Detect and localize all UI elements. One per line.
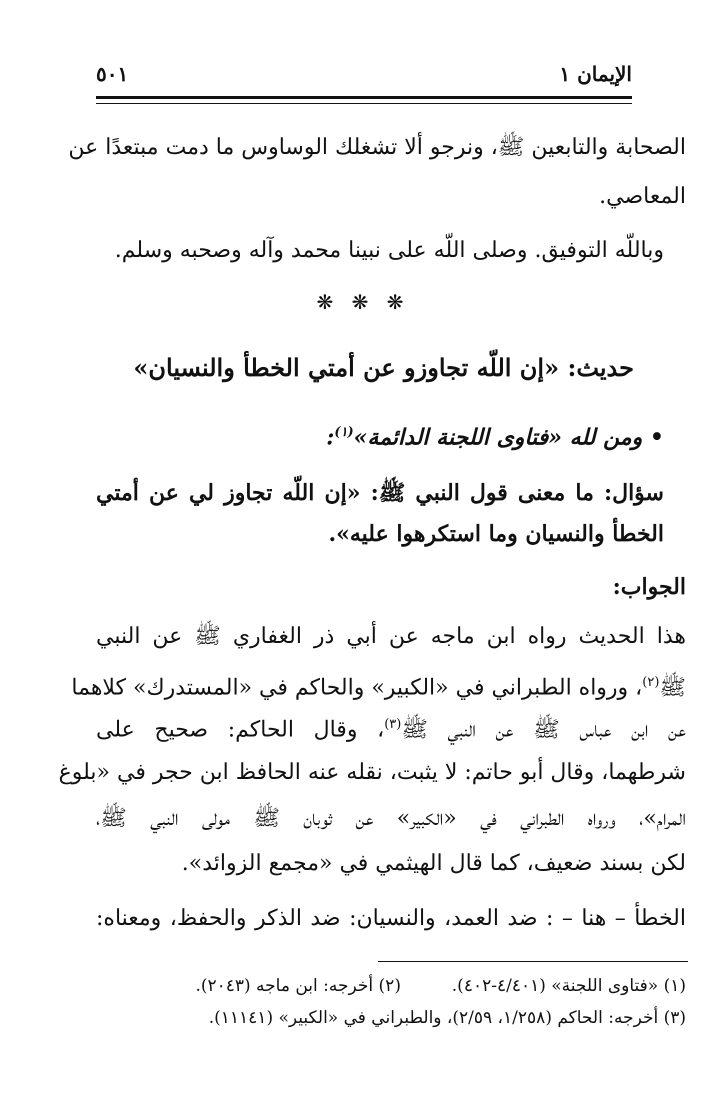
answer-line-5: المرام»، ورواه الطبراني في «الكبير» عن ثوبان ﷺ مولى النبي ﷺ، bbox=[96, 806, 686, 831]
answer-line-6: لكن بسند ضعيف، كما قال الهيثمي في «مجمع الزوائد». bbox=[181, 851, 686, 876]
page-number: ٥٠١ bbox=[96, 62, 129, 86]
source-bullet bbox=[96, 424, 664, 451]
chapter-title: الإيمان ١ bbox=[559, 62, 632, 86]
section-separator-stars: ❋ ❋ ❋ bbox=[316, 290, 410, 314]
body-line-2: المعاصي. bbox=[599, 184, 686, 209]
source-bullet-colon: : bbox=[326, 424, 335, 451]
answer-line-3-end: ، وقال الحاكم: صحيح على bbox=[96, 717, 385, 743]
answer-line-3-start: عن ابن عباس ﷺ عن النبي ﷺ bbox=[401, 717, 686, 743]
question-line-2: الخطأ والنسيان وما استكرهوا عليه». bbox=[328, 521, 664, 547]
answer-line-3 bbox=[96, 718, 686, 741]
answer-line-2-end: ، ورواه الطبراني في «الكبير» والحاكم في «المستدرك» كلاهما bbox=[71, 675, 643, 701]
header-rule-thin bbox=[96, 103, 632, 104]
answer-line-2-start: ﷺ bbox=[659, 675, 686, 701]
footnote-ref-3: (٣) bbox=[384, 717, 402, 732]
footnote-2: (٢) أخرجه: ابن ماجه (٢٠٤٣). bbox=[195, 976, 401, 996]
footnote-row-1 bbox=[96, 976, 686, 996]
footnote-3: (٣) أخرجه: الحاكم (١/٢٥٨، ٢/٥٩)، والطبراني في «الكبير» (١١١٤١). bbox=[208, 1008, 686, 1028]
footnote-rule bbox=[378, 961, 688, 962]
body-line-1: الصحابة والتابعين ﷺ، ونرجو ألا تشغلك الوساوس ما دمت مبتعدًا عن bbox=[68, 135, 686, 160]
footnote-ref-1: (١) bbox=[334, 425, 354, 440]
answer-line-7: الخطأ – هنا – : ضد العمد، والنسيان: ضد الذكر والحفظ، ومعناه: bbox=[96, 906, 686, 931]
answer-line-1: هذا الحديث رواه ابن ماجه عن أبي ذر الغفاري ﷺ عن النبي bbox=[96, 624, 686, 649]
footnote-1: (١) «فتاوى اللجنة» (٤/٤٠١-٤٠٢). bbox=[451, 976, 686, 996]
section-heading: حديث: «إن اللّه تجاوزو عن أمتي الخطأ والنسيان» bbox=[133, 353, 634, 382]
body-line-3: وباللّه التوفيق. وصلى اللّه على نبينا محمد وآله وصحبه وسلم. bbox=[114, 238, 664, 263]
answer-label: الجواب: bbox=[612, 574, 686, 600]
source-bullet-text: • ومن لله «فتاوى اللجنة الدائمة» bbox=[353, 424, 664, 451]
header-rule-thick bbox=[96, 96, 632, 99]
answer-line-2 bbox=[71, 675, 686, 701]
footnote-ref-2: (٢) bbox=[642, 675, 660, 690]
running-header bbox=[96, 62, 632, 90]
question-line-1: سؤال: ما معنى قول النبي ﷺ: «إن اللّه تجاوز لي عن أمتي bbox=[96, 480, 664, 506]
answer-line-4: شرطهما، وقال أبو حاتم: لا يثبت، نقله عنه الحافظ ابن حجر في «بلوغ bbox=[58, 760, 686, 785]
